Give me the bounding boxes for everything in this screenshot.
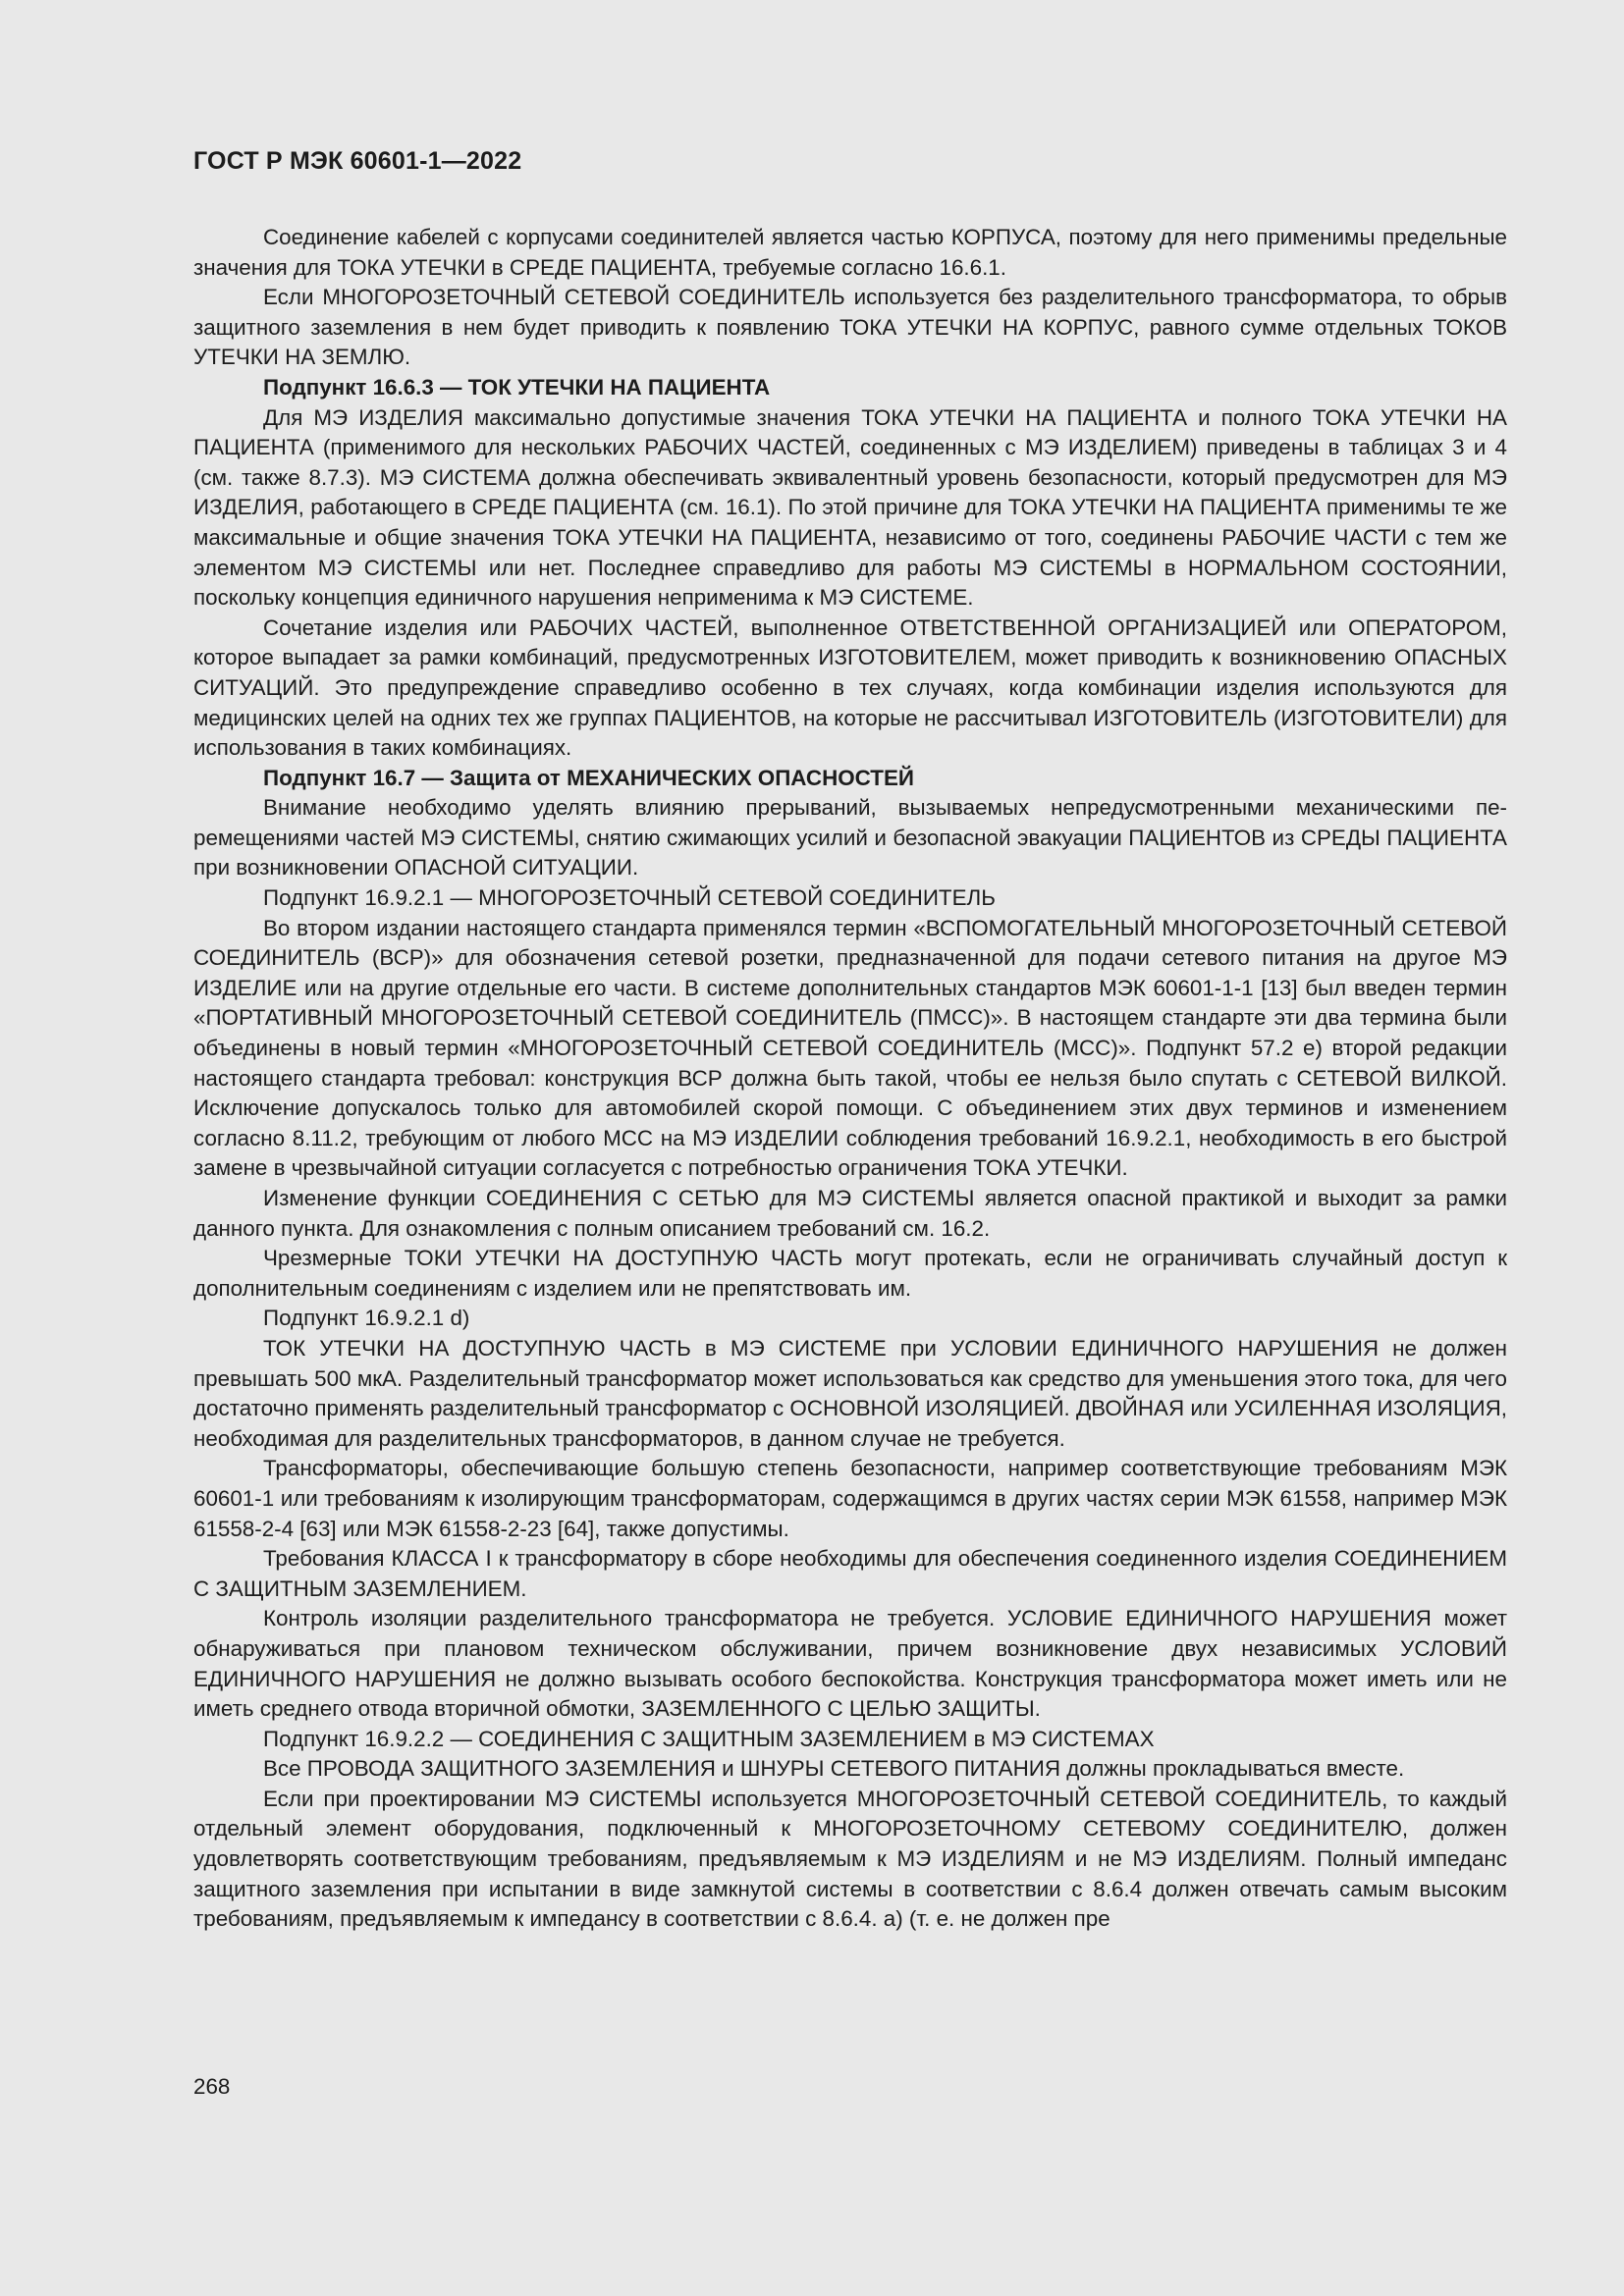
section-heading: Подпункт 16.6.3 — ТОК УТЕЧКИ НА ПАЦИЕНТА bbox=[263, 374, 771, 400]
document-body bbox=[193, 223, 1507, 1935]
paragraph: Требования КЛАССА I к трансформатору в сборе необходимы для обеспечения соединенного изделия СОЕДИНЕНИЕМ С ЗАЩИТНЫМ ЗАЗЕМЛЕНИЕМ. bbox=[193, 1546, 1507, 1601]
paragraph: ТОК УТЕЧКИ НА ДОСТУПНУЮ ЧАСТЬ в МЭ СИСТЕМЕ при УСЛОВИИ ЕДИНИЧНОГО НАРУШЕНИЯ не должен превышать 500 мкА. Разделительный трансформатор может использоваться как средство для уменьшения этого тока, для чего достаточно применять разделительный трансформатор с ОСНОВНОЙ ИЗОЛЯЦИЕЙ. ДВОЙНАЯ или УСИЛЕННАЯ ИЗОЛЯЦИЯ, необходимая для разделительных трансформаторов, в данном случае не требуется. bbox=[193, 1335, 1507, 1451]
document-header: ГОСТ Р МЭК 60601-1—2022 bbox=[193, 147, 522, 175]
paragraph: Чрезмерные ТОКИ УТЕЧКИ НА ДОСТУПНУЮ ЧАСТЬ могут протекать, если не ограничивать случайный доступ к дополнительным соединениям с изделием или не препятствовать им. bbox=[193, 1246, 1507, 1301]
paragraph: Сочетание изделия или РАБОЧИХ ЧАСТЕЙ, выполненное ОТВЕТСТВЕННОЙ ОРГАНИЗАЦИЕЙ или ОПЕРАТОРОМ, которое выпадает за рамки комбинаций, предусмотренных ИЗГОТОВИТЕЛЕМ, может приводить к возникновению ОПАСНЫХ СИТУАЦИЙ. Это предупреждение справедливо особенно в тех случаях, когда комбинации изделия используются для медицинских целей на одних тех же группах ПАЦИЕНТОВ, на которые не рассчитывал ИЗГОТОВИТЕЛЬ (ИЗГОТОВИТЕЛИ) для использования в таких комбинациях. bbox=[193, 614, 1507, 761]
section-heading: Подпункт 16.7 — Защита от МЕХАНИЧЕСКИХ ОПАСНОСТЕЙ bbox=[263, 765, 914, 790]
subsection-heading: Подпункт 16.9.2.1 d) bbox=[263, 1306, 470, 1331]
subsection-heading: Подпункт 16.9.2.1 — МНОГОРОЗЕТОЧНЫЙ СЕТЕВОЙ СОЕДИНИТЕЛЬ bbox=[263, 885, 996, 911]
paragraph: Соединение кабелей с корпусами соединителей является частью КОРПУСА, поэтому для него применимы предельные значения для ТОКА УТЕЧКИ в СРЕДЕ ПАЦИЕНТА, требуемые согласно 16.6.1. bbox=[193, 225, 1507, 280]
paragraph: Трансформаторы, обеспечивающие большую степень безопасности, например соответствующие требованиям МЭК 60601-1 или требованиям к изолирующим трансформаторам, содержащимся в других частях серии МЭК 61558, например МЭК 61558-2-4 [63] или МЭК 61558-2-23 [64], также допустимы. bbox=[193, 1456, 1507, 1541]
subsection-heading: Подпункт 16.9.2.2 — СОЕДИНЕНИЯ С ЗАЩИТНЫМ ЗАЗЕМЛЕНИЕМ в МЭ СИСТЕМАХ bbox=[263, 1726, 1155, 1751]
paragraph: Внимание необходимо уделять влиянию прерываний, вызываемых непредусмотренными механическими перемещениями частей МЭ СИСТЕМЫ, снятию сжимающих усилий и безопасной эвакуации ПАЦИЕНТОВ из СРЕДЫ ПАЦИЕНТА при возникновении ОПАСНОЙ СИТУАЦИИ. bbox=[193, 795, 1507, 881]
paragraph: Если МНОГОРОЗЕТОЧНЫЙ СЕТЕВОЙ СОЕДИНИТЕЛЬ используется без разделительного трансформатора, то обрыв защитного заземления в нем будет приводить к появлению ТОКА УТЕЧКИ НА КОРПУС, равного сумме отдельных ТОКОВ УТЕЧКИ НА ЗЕМЛЮ. bbox=[193, 285, 1507, 370]
page-number: 268 bbox=[193, 2074, 231, 2099]
paragraph: Изменение функции СОЕДИНЕНИЯ С СЕТЬЮ для МЭ СИСТЕМЫ является опасной практикой и выходит за рамки данного пункта. Для ознакомления с полным описанием требований см. 16.2. bbox=[193, 1186, 1507, 1241]
paragraph: Все ПРОВОДА ЗАЩИТНОГО ЗАЗЕМЛЕНИЯ и ШНУРЫ СЕТЕВОГО ПИТАНИЯ должны прокладываться вместе. bbox=[263, 1756, 1405, 1782]
paragraph: Для МЭ ИЗДЕЛИЯ максимально допустимые значения ТОКА УТЕЧКИ НА ПАЦИЕНТА и полного ТОКА УТЕЧКИ НА ПАЦИЕНТА (применимого для нескольких РАБОЧИХ ЧАСТЕЙ, соединенных с МЭ ИЗДЕЛИЕМ) приведены в таблицах 3 и 4 (см. также 8.7.3). МЭ СИСТЕМА должна обеспечивать эквивалентный уровень безопасности, который предусмотрен для МЭ ИЗДЕЛИЯ, работающего в СРЕДЕ ПАЦИЕНТА (см. 16.1). По этой причине для ТОКА УТЕЧКИ НА ПАЦИЕНТА применимы те же максимальные и общие значения ТОКА УТЕЧКИ НА ПАЦИЕНТА, независимо от того, соединены РАБОЧИЕ ЧАСТИ с тем же элементом МЭ СИСТЕМЫ или нет. Последнее справедливо для работы МЭ СИСТЕМЫ в НОРМАЛЬНОМ СОСТОЯНИИ, поскольку концепция единичного нарушения неприменима к МЭ СИСТЕМЕ. bbox=[193, 404, 1507, 611]
paragraph: Во втором издании настоящего стандарта применялся термин «ВСПОМОГАТЕЛЬНЫЙ МНОГОРОЗЕТОЧНЫЙ СЕТЕВОЙ СОЕДИНИТЕЛЬ (ВСР)» для обозначения сетевой розетки, предназначенной для подачи сетевого питания на другое МЭ ИЗДЕЛИЕ или на другие отдельные его части. В системе дополнительных стандартов МЭК 60601-1-1 [13] был введен термин «ПОРТАТИВНЫЙ МНОГОРОЗЕТОЧНЫЙ СЕТЕВОЙ СОЕДИНИТЕЛЬ (ПМСС)». В настоящем стандарте эти два термина были объединены в новый термин «МНОГОРОЗЕТОЧНЫЙ СЕТЕВОЙ СОЕДИНИТЕЛЬ (МСС)». Подпункт 57.2 е) второй редакции настоящего стандарта требовал: конструкция ВСР должна быть такой, чтобы ее нельзя было спутать с СЕТЕВОЙ ВИЛКОЙ. Исключение допускалось только для автомобилей скорой помощи. С объединением этих двух терминов и изменением согласно 8.11.2, требующим от любого МСС на МЭ ИЗДЕЛИИ соблюдения требований 16.9.2.1, необходимость в его быстрой замене в чрезвычайной ситуации согласуется с потребностью ограничения ТОКА УТЕЧКИ. bbox=[193, 915, 1507, 1181]
paragraph: Если при проектировании МЭ СИСТЕМЫ используется МНОГОРОЗЕТОЧНЫЙ СЕТЕВОЙ СОЕДИНИТЕЛЬ, то каждый отдельный элемент оборудования, подключенный к МНОГОРОЗЕТОЧНОМУ СЕТЕВОМУ СОЕДИНИТЕЛЮ, должен удовлетворять соответствующим требованиям, предъявляемым к МЭ ИЗДЕЛИЯМ и не МЭ ИЗДЕЛИЯМ. Полный импеданс защитного заземления при испытании в виде замкнутой системы в соответствии с 8.6.4 должен отвечать самым высоким требованиям, предъявляемым к импедансу в соответствии с 8.6.4. а) (т. е. не должен пре bbox=[193, 1786, 1507, 1932]
paragraph: Контроль изоляции разделительного трансформатора не требуется. УСЛОВИЕ ЕДИНИЧНОГО НАРУШЕНИЯ может обнаруживаться при плановом техническом обслуживании, причем возникновение двух независимых УСЛОВИЙ ЕДИНИЧНОГО НАРУШЕНИЯ не должно вызывать особого беспокойства. Конструкция трансформатора может иметь или не иметь среднего отвода вторичной обмотки, ЗАЗЕМЛЕННОГО С ЦЕЛЬЮ ЗАЩИТЫ. bbox=[193, 1606, 1507, 1722]
